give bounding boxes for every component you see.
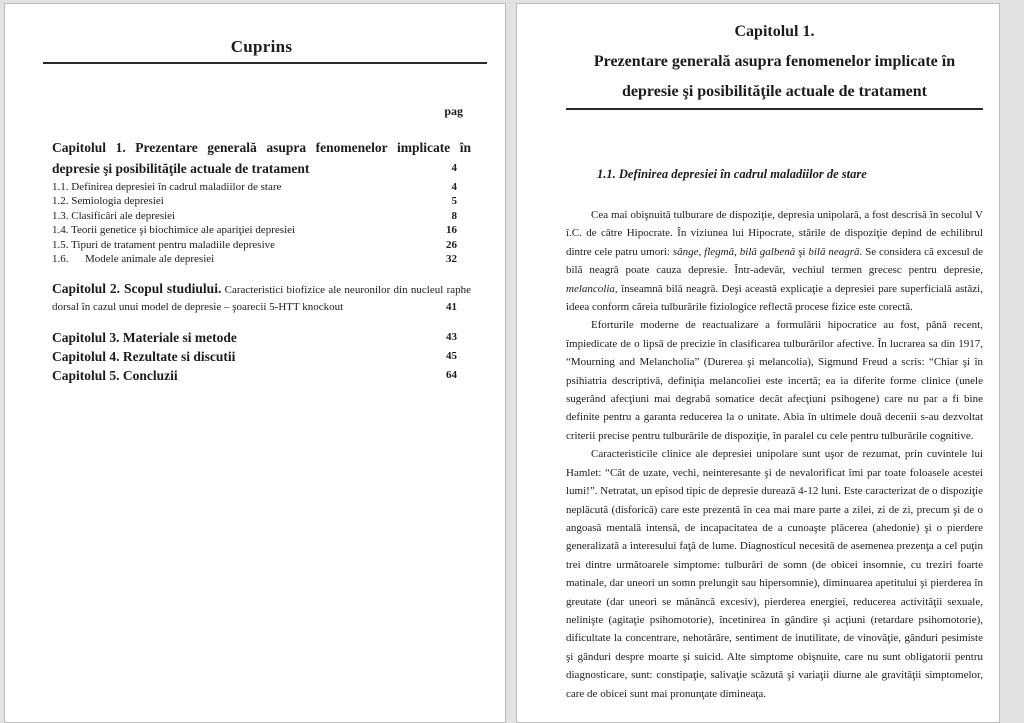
- paragraph: [566, 445, 983, 703]
- toc-entry-label: Capitolul 5. Concluzii: [52, 368, 178, 384]
- toc-entry-label: 1.3. Clasificări ale depresiei: [52, 209, 176, 222]
- toc-entry-1-4: [52, 223, 471, 237]
- toc-entry-label: 1.2. Semiologia depresiei: [52, 195, 164, 208]
- italic-run: bilă neagră: [808, 245, 860, 258]
- text-run: . Se considera că excesul de bilă neagră poate cauza depresie. Într-adevăr, vechiul termen grecesc pentru depresie,: [566, 245, 983, 277]
- toc-title: Cuprins: [230, 37, 293, 56]
- text-run: ,: [698, 245, 705, 258]
- toc-entry-1-3: [52, 209, 471, 223]
- italic-run: flegmă: [704, 245, 735, 258]
- toc-entry-page-number: 43: [446, 331, 457, 344]
- chapter-page: [516, 3, 1000, 723]
- toc-entry-1-5: [52, 238, 471, 252]
- page-column-label: pag: [444, 104, 463, 118]
- toc-chapter-1-line-1: Capitolul 1. Prezentare generală asupra fenomenelor implicate în: [52, 140, 471, 155]
- text-run: , înseamnă bilă neagră. Deşi această explicaţie a depresiei pare superficială astăzi, ideea conform căreia tulburările fiziologice reflectă procese fizice este corectă.: [566, 282, 983, 314]
- toc-entry-1-1: [52, 180, 471, 194]
- toc-chapter-2-page-number: 41: [446, 301, 457, 314]
- toc-chapter-2-line-1: [52, 279, 471, 300]
- toc-entry-chapter-4: [52, 347, 471, 366]
- toc-entry-page-number: 4: [451, 181, 457, 193]
- chapter-label: Capitolul 1.: [734, 23, 815, 40]
- toc-page: [4, 3, 506, 723]
- toc-page-content: [5, 36, 505, 385]
- chapter-heading: [566, 17, 983, 110]
- toc-chapter-1-page-number: 4: [451, 162, 457, 174]
- toc-entry-chapter-2: [52, 279, 471, 315]
- text-run: Caracteristicile clinice ale depresiei unipolare sunt uşor de rezumat, prin cuvintele lui Hamlet: “Cât de uzate, vechi, neinteresante şi de nevalorificat îmi par toate foloasele acestei lumi!”. Netratat, un episod tipic de depresie durează 4-12 luni. Este caracterizat de o dispoziţie neplăcută (disforică) care este prezentă în cea mai mare parte a zilei, zi de zi, precum şi de o angoasă mentală intensă, de incapacitatea de a cunoaşte plăcerea (ahedonie) şi o pierdere generalizată a interesului faţă de lume. Diagnosticul necesită de asemenea prezenţa a cel puţin trei dintre următoarele simptome: tulburări de somn (de obicei insomnie, cu treziri foarte matinale, dar uneori un somn prelungit sau hipersomnie), diminuarea apetitului şi pierderea în greutate (dar uneori se mănâncă excesiv), pierderea energiei, reducerea activităţii sexuale, nelinişte (agitaţie psihomotorie), încetinirea în gândire şi acţiuni (retardare psihomotorie), dificultate la concentrare, nehotărâre, sentiment de inutilitate, de vinovăţie, gânduri pesimiste şi gânduri despre moarte şi suicid. Alte simptome obişnuite, care nu sunt obligatorii pentru diagnosticare, sunt: constipaţie, salivaţie scăzută şi variaţii diurne ale gravităţii simptomelor, care de obicei sunt mai pronunţate dimineaţa.: [566, 448, 983, 700]
- toc-entry-chapter-5: [52, 366, 471, 385]
- body-paragraphs: [566, 206, 983, 703]
- toc-chapter-1-line-2: depresie şi posibilităţile actuale de tratament: [52, 161, 310, 176]
- toc-entry-label: 1.1. Definirea depresiei în cadrul maladiilor de stare: [52, 181, 282, 193]
- toc-entry-label: 1.6. Modele animale ale depresiei: [52, 253, 215, 266]
- toc-entry-label: 1.4. Teorii genetice şi biochimice ale apariţiei depresiei: [52, 224, 296, 237]
- paragraph: [566, 206, 983, 316]
- toc-entry-page-number: 32: [446, 253, 457, 266]
- text-run: Eforturile moderne de reactualizare a formulării hipocratice au fost, până recent, împiedicate de o lipsă de precizie în clasificarea tulburărilor afective. În lucrarea sa din 1917, “Mourning and Melancholia” (Durerea şi melancolia), Sigmund Freud a scris: “Chiar şi în psihiatria descriptivă, definiţia melancoliei este incertă; ea ia diferite forme clinice (unele sugerând afecţiuni mai degrabă somatice decât afecţiuni psihogene) care nu par a fi bine definite pentru a garanta reducerea la o unitate. Abia în ultimele două decenii s-au dezvoltat criterii precise pentru tulburările de dispoziţie, în paralel cu cele pentru tulburările cognitive.: [566, 319, 983, 442]
- toc-chapter-2-line-2: dorsal în cazul unui model de depresie – şoarecii 5-HTT knockout: [52, 301, 344, 314]
- section-heading: 1.1. Definirea depresiei în cadrul maladiilor de stare: [597, 167, 867, 181]
- toc-chapter-list: [52, 328, 471, 385]
- toc-entry-page-number: 5: [451, 195, 457, 208]
- toc-entry-page-number: 45: [446, 350, 457, 363]
- toc-entry-1-2: [52, 194, 471, 208]
- toc-entry-label: 1.5. Tipuri de tratament pentru maladiile depresive: [52, 238, 276, 251]
- toc-subitems: [52, 180, 471, 266]
- chapter-page-content: [517, 17, 999, 703]
- toc-chapter-2-bold-label: Capitolul 2. Scopul studiului.: [52, 281, 222, 297]
- toc-entry-chapter-1: [52, 137, 471, 179]
- toc-entry-label: Capitolul 3. Materiale si metode: [52, 330, 237, 346]
- text-run: ,: [734, 245, 740, 258]
- toc-title-underline: [43, 62, 487, 64]
- text-run: Cea mai obişnuită tulburare de dispoziţie, depresia unipolară, a fost descrisă în secolul V î.C. de către Hipocrate. În viziunea lui Hipocrate, stările de dispoziţie depind de echilibrul dintre cele patru umori:: [566, 209, 983, 258]
- toc-entry-page-number: 26: [446, 238, 457, 251]
- toc-chapter-2-subtitle-start: Caracteristici biofizice ale neuronilor din nucleul raphe: [221, 284, 471, 297]
- toc-entry-1-6: [52, 252, 471, 266]
- toc-entry-page-number: 8: [451, 209, 457, 222]
- paragraph: [566, 316, 983, 445]
- chapter-title-line-1: Prezentare generală asupra fenomenelor implicate în: [593, 53, 956, 70]
- italic-run: bilă galbenă: [739, 245, 796, 258]
- italic-run: melancolia: [566, 282, 615, 295]
- toc-entry-label: Capitolul 4. Rezultate si discutii: [52, 349, 236, 365]
- italic-run: sânge: [672, 245, 699, 258]
- toc-entry-page-number: 64: [446, 369, 457, 382]
- toc-entry-chapter-3: [52, 328, 471, 347]
- toc-entry-page-number: 16: [446, 224, 457, 237]
- text-run: şi: [795, 245, 809, 258]
- chapter-title-line-2: depresie şi posibilităţile actuale de tratament: [622, 83, 927, 100]
